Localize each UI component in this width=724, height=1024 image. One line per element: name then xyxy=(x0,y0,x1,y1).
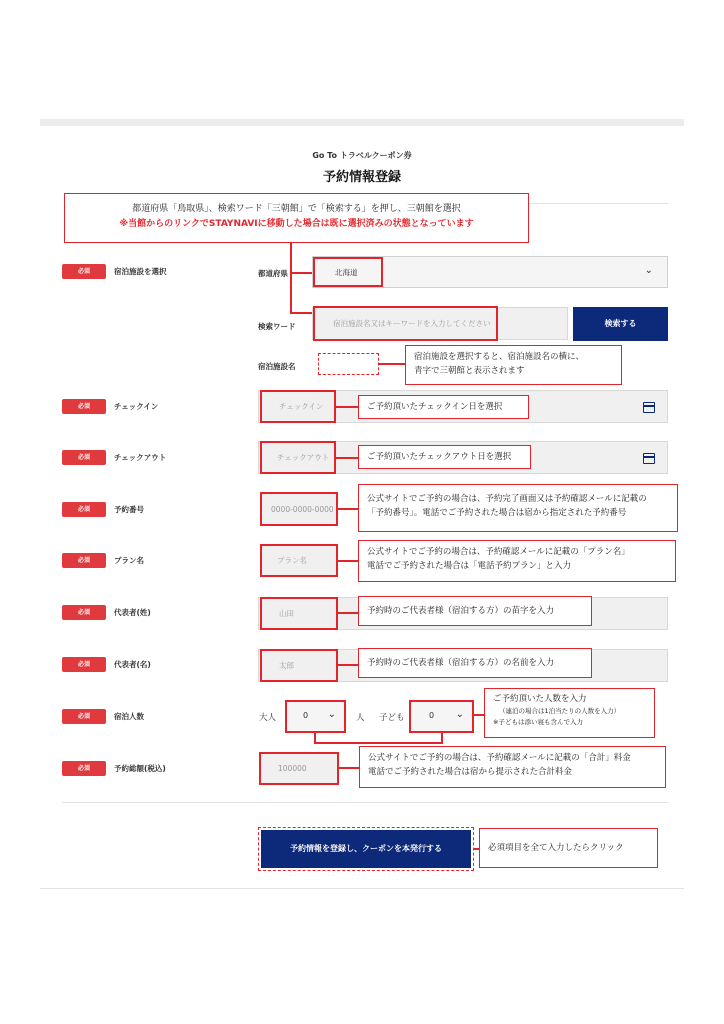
adult-label: 大人 xyxy=(259,713,277,723)
plan-highlight xyxy=(260,544,338,577)
child-label: 子ども xyxy=(379,713,405,723)
submit-note: 必須項目を全て入力したらクリック xyxy=(479,828,658,868)
first-name-label: 代表者(名) xyxy=(114,660,151,669)
submit-reservation-button[interactable]: 予約情報を登録し、クーポンを本発行する xyxy=(261,830,471,868)
checkout-note: ご予約頂いたチェックアウト日を選択 xyxy=(358,445,531,469)
calendar-icon[interactable] xyxy=(643,453,655,464)
reservation-number-note xyxy=(358,484,678,532)
calendar-icon[interactable] xyxy=(643,402,655,413)
plan-label: プラン名 xyxy=(114,556,144,565)
required-badge: 必須 xyxy=(62,502,106,517)
required-badge: 必須 xyxy=(62,399,106,414)
guests-label: 宿泊人数 xyxy=(114,712,144,721)
note-line-2: 青字で三朝館と表示されます xyxy=(414,366,525,376)
footer-divider xyxy=(40,888,684,889)
connector-line xyxy=(338,664,358,666)
page-subtitle: Go To トラベルクーポン券 xyxy=(312,151,412,160)
chevron-down-icon: ⌄ xyxy=(455,709,464,720)
required-badge: 必須 xyxy=(62,553,106,568)
required-badge: 必須 xyxy=(62,450,106,465)
connector-line xyxy=(314,742,442,744)
note-line-1: 公式サイトでご予約の場合は、予約完了画面又は予約確認メールに記載の xyxy=(367,494,647,504)
last-name-note: 予約時のご代表者様（宿泊する方）の苗字を入力 xyxy=(358,596,592,626)
prefecture-label: 都道府県 xyxy=(258,269,288,278)
facility-name-note xyxy=(405,345,622,385)
total-placeholder: 100000 xyxy=(278,764,307,773)
connector-line xyxy=(338,560,358,562)
last-name-highlight xyxy=(260,597,338,630)
facility-instruction-note xyxy=(64,193,529,243)
note-line-2: 電話でご予約された場合は宿から提示された合計料金 xyxy=(368,767,573,777)
last-name-placeholder: 山田 xyxy=(279,609,294,618)
checkout-highlight xyxy=(260,441,336,474)
keyword-label: 検索ワード xyxy=(258,322,296,331)
plan-placeholder: プラン名 xyxy=(277,556,307,565)
prefecture-highlight xyxy=(313,257,383,287)
person-unit: 人 xyxy=(356,713,365,723)
reservation-number-label: 予約番号 xyxy=(114,505,144,514)
connector-line xyxy=(290,243,292,313)
checkin-label: チェックイン xyxy=(114,402,159,411)
instruction-line-1: 都道府県「鳥取県」、検索ワード「三朝館」で「検索する」を押し、三朝館を選択 xyxy=(132,204,461,214)
required-badge: 必須 xyxy=(62,264,106,279)
reservation-number-placeholder: 0000-0000-0000 xyxy=(271,505,334,514)
first-name-highlight xyxy=(260,649,338,682)
connector-line xyxy=(336,457,358,459)
keyword-highlight xyxy=(313,306,498,341)
facility-label: 宿泊施設を選択 xyxy=(114,267,167,276)
note-line-2: （連泊の場合は1泊当たりの人数を入力） xyxy=(499,707,621,715)
total-label: 予約総額(税込) xyxy=(114,764,166,773)
connector-line xyxy=(338,612,358,614)
checkin-placeholder: チェックイン xyxy=(279,402,324,411)
required-badge: 必須 xyxy=(62,709,106,724)
prefecture-value: 北海道 xyxy=(335,268,358,277)
checkin-highlight xyxy=(260,390,336,423)
last-name-label: 代表者(姓) xyxy=(114,608,151,617)
total-note xyxy=(359,746,666,788)
adult-count-highlight xyxy=(285,700,346,733)
plan-note xyxy=(358,540,676,582)
keyword-placeholder: 宿泊施設名又はキーワードを入力してください xyxy=(333,319,491,328)
chevron-down-icon: ⌄ xyxy=(644,265,653,276)
connector-line xyxy=(290,272,314,274)
child-count-value: 0 xyxy=(429,711,435,720)
note-line-1: 宿泊施設を選択すると、宿泊施設名の横に、 xyxy=(414,352,585,362)
required-badge: 必須 xyxy=(62,657,106,672)
connector-line xyxy=(336,406,358,408)
instruction-line-2: ※当館からのリンクでSTAYNAVIに移動した場合は既に選択済みの状態となっています xyxy=(119,219,474,229)
first-name-note: 予約時のご代表者様（宿泊する方）の名前を入力 xyxy=(358,648,592,678)
submit-highlight xyxy=(258,827,474,871)
top-divider-band xyxy=(40,119,684,126)
page-title: 予約情報登録 xyxy=(322,170,401,185)
total-highlight xyxy=(259,752,339,785)
note-line-2: 「予約番号」。電話でご予約された場合は宿から指定された予約番号 xyxy=(367,508,627,518)
checkin-note: ご予約頂いたチェックイン日を選択 xyxy=(358,395,529,419)
search-button[interactable]: 検索する xyxy=(573,307,668,341)
first-name-placeholder: 太郎 xyxy=(279,661,294,670)
child-count-highlight xyxy=(409,700,474,733)
checkout-placeholder: チェックアウト xyxy=(277,453,330,462)
chevron-down-icon: ⌄ xyxy=(327,709,336,720)
required-badge: 必須 xyxy=(62,761,106,776)
facility-name-placeholder xyxy=(318,353,379,375)
connector-line xyxy=(474,714,484,716)
note-line-1: 公式サイトでご予約の場合は、予約確認メールに記載の「プラン名」 xyxy=(367,547,630,557)
checkout-label: チェックアウト xyxy=(114,453,167,462)
note-line-1: ご予約頂いた人数を入力 xyxy=(493,694,587,704)
connector-line xyxy=(338,508,358,510)
note-line-2: 電話でご予約された場合は「電話予約プラン」と入力 xyxy=(367,561,572,571)
required-badge: 必須 xyxy=(62,605,106,620)
note-line-3: ※子どもは添い寝も含んで入力 xyxy=(493,718,583,726)
connector-line xyxy=(441,733,443,744)
connector-line xyxy=(290,312,314,314)
facility-name-label: 宿泊施設名 xyxy=(258,362,296,371)
reservation-number-highlight xyxy=(260,492,338,526)
connector-line xyxy=(379,363,405,365)
note-line-1: 公式サイトでご予約の場合は、予約確認メールに記載の「合計」料金 xyxy=(368,753,631,763)
form-divider xyxy=(62,802,668,803)
guests-note xyxy=(484,688,655,738)
connector-line xyxy=(339,767,359,769)
adult-count-value: 0 xyxy=(303,711,309,720)
